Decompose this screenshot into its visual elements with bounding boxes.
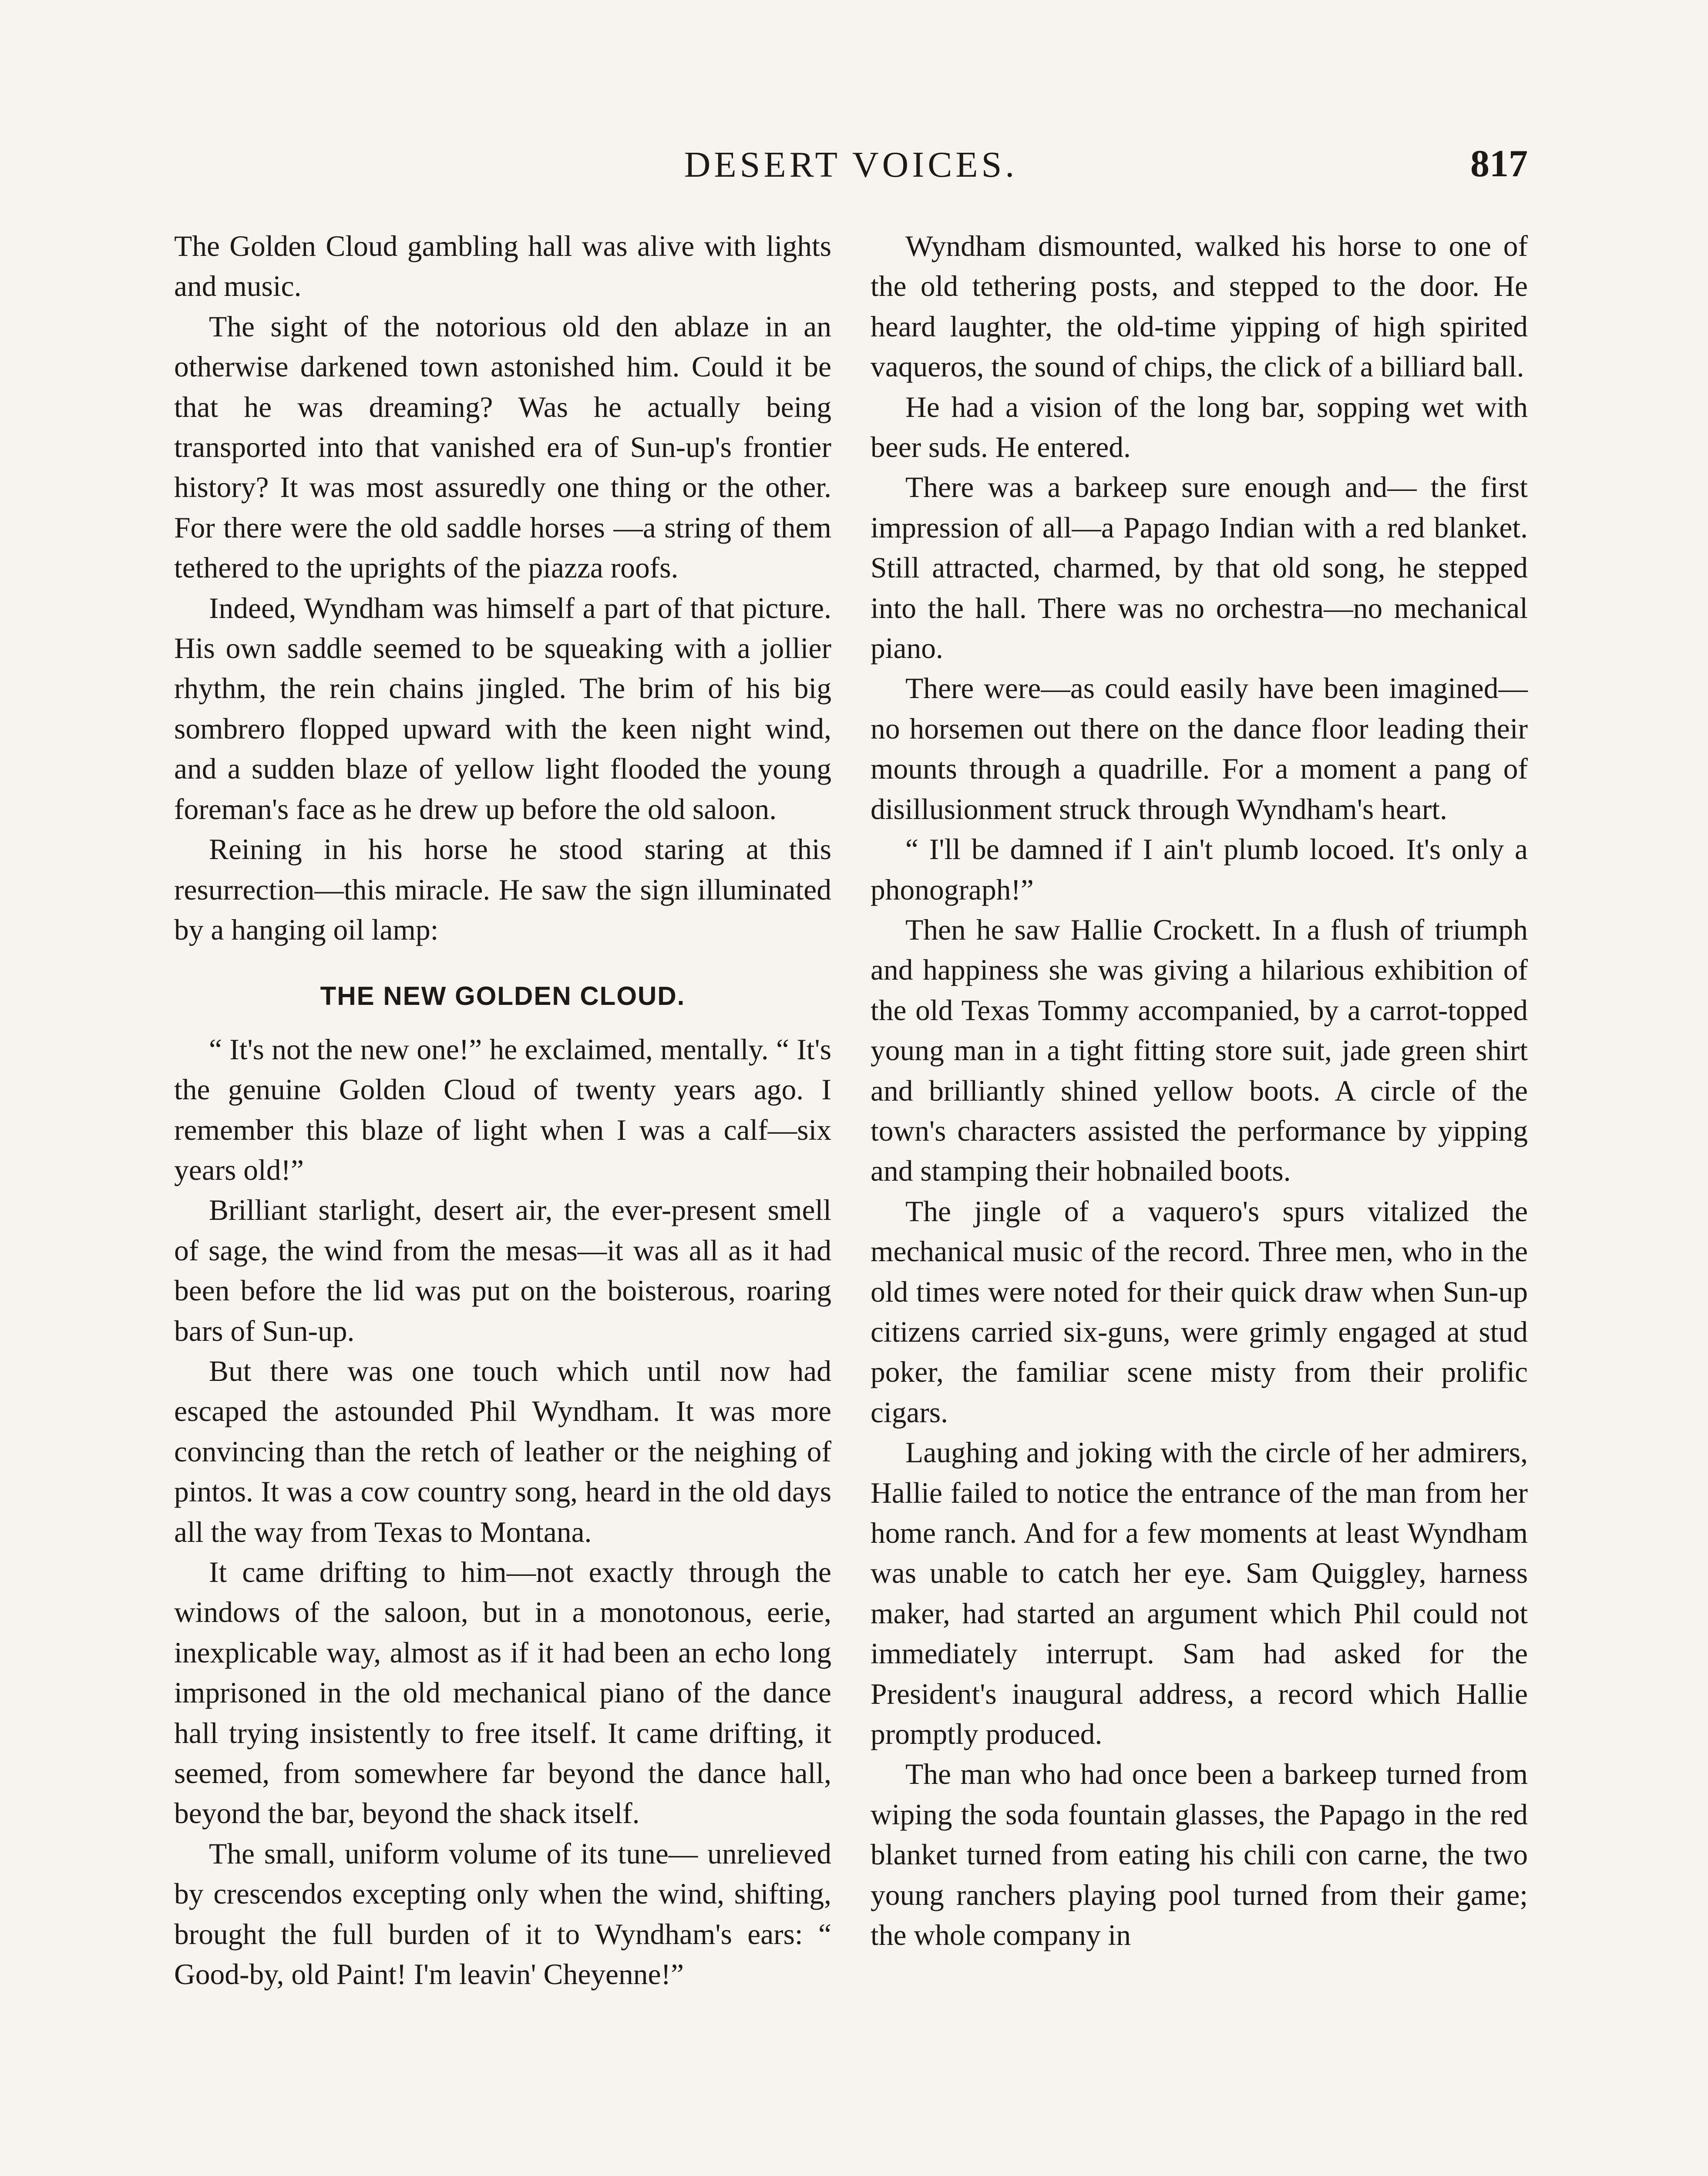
paragraph: The man who had once been a barkeep turned from wiping the soda fountain glasses, the Papago in the red blanket turned from eating his chili con carne, the two young ranchers playing pool turned from their game; the whole company in [871, 1758, 1528, 1952]
paragraph: Then he saw Hallie Crockett. In a flush of triumph and happiness she was giving a hilarious exhibition of the old Texas Tommy accompanied, by a carrot-topped young man in a tight fitting store suit, jade green shirt and brilliantly shined yellow boots. A circle of the town's characters assisted the performance by yipping and stamping their hobnailed boots. [871, 913, 1528, 1188]
paragraph: The jingle of a vaquero's spurs vitalized the mechanical music of the record. Three men, who in the old times were noted for their quick draw when Sun-up citizens carried six-guns, were grimly engaged at stud poker, the familiar scene misty from their prolific cigars. [871, 1195, 1528, 1429]
paragraph: “ It's not the new one!” he exclaimed, mentally. “ It's the genuine Golden Cloud of twenty years ago. I remember this blaze of light when I was a calf—six years old!” [174, 1033, 831, 1186]
paragraph: “ I'll be damned if I ain't plumb locoed. It's only a phonograph!” [871, 833, 1528, 906]
paragraph: Wyndham dismounted, walked his horse to one of the old tethering posts, and stepped to the door. He heard laughter, the old-time yipping of high spirited vaqueros, the sound of chips, the click of a billiard ball. [871, 230, 1528, 383]
sign-heading: THE NEW GOLDEN CLOUD. [320, 981, 686, 1011]
running-head [174, 144, 1528, 196]
paragraph: The Golden Cloud gambling hall was alive with lights and music. [174, 230, 831, 303]
page-number: 817 [1470, 143, 1528, 185]
paragraph: He had a vision of the long bar, sopping wet with beer suds. He entered. [871, 390, 1528, 464]
left-column [174, 226, 831, 1995]
paragraph: The small, uniform volume of its tune— unrelieved by crescendos excepting only when the wind, shifting, brought the full burden of it to Wyndham's ears: “ Good-by, old Paint! I'm leavin' Cheyenne!” [174, 1837, 831, 1991]
paragraph: Laughing and joking with the circle of her admirers, Hallie failed to notice the entrance of the man from her home ranch. And for a few moments at least Wyndham was unable to catch her eye. Sam Quiggley, harness maker, had started an argument which Phil could not immediately interrupt. Sam had asked for the President's inaugural address, a record which Hallie promptly produced. [871, 1436, 1528, 1751]
paragraph: Brilliant starlight, desert air, the ever-present smell of sage, the wind from the mesas—it was all as it had been before the lid was put on the boisterous, roaring bars of Sun-up. [174, 1194, 831, 1347]
paragraph: But there was one touch which until now had escaped the astounded Phil Wyndham. It was more convincing than the retch of leather or the neighing of pintos. It was a cow country song, heard in the old days all the way from Texas to Montana. [174, 1354, 831, 1548]
paragraph: The sight of the notorious old den ablaze in an otherwise darkened town astonished him. Could it be that he was dreaming? Was he actually being transported into that vanished era of Sun-up's frontier history? It was most assuredly one thing or the other. For there were the old saddle horses —a string of them tethered to the uprights of the piazza roofs. [174, 310, 831, 584]
paragraph: There was a barkeep sure enough and— the first impression of all—a Papago Indian with a red blanket. Still attracted, charmed, by that old song, he stepped into the hall. There was no orchestra—no mechanical piano. [871, 471, 1528, 665]
paragraph: Indeed, Wyndham was himself a part of that picture. His own saddle seemed to be squeaking with a jollier rhythm, the rein chains jingled. The brim of his big sombrero flopped upward with the keen night wind, and a sudden blaze of yellow light flooded the young foreman's face as he drew up before the old saloon. [174, 591, 831, 826]
paragraph: There were—as could easily have been imagined—no horsemen out there on the dance floor leading their mounts through a quadrille. For a moment a pang of disillusionment struck through Wyndham's heart. [871, 672, 1528, 826]
paragraph: Reining in his horse he stood staring at this resurrection—this miracle. He saw the sign illuminated by a hanging oil lamp: [174, 833, 831, 946]
paragraph: It came drifting to him—not exactly through the windows of the saloon, but in a monotonous, eerie, inexplicable way, almost as if it had been an echo long imprisoned in the old mechanical piano of the dance hall trying insistently to free itself. It came drifting, it seemed, from somewhere far beyond the dance hall, beyond the bar, beyond the shack itself. [174, 1556, 831, 1830]
running-title: DESERT VOICES. [684, 144, 1018, 185]
right-column [871, 226, 1528, 1955]
